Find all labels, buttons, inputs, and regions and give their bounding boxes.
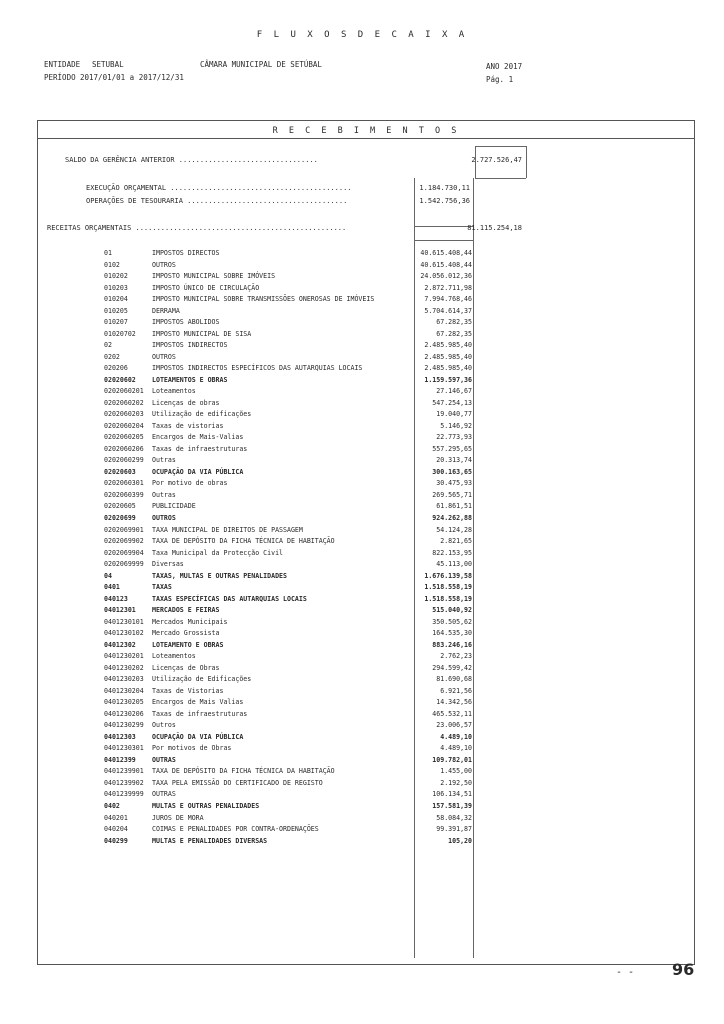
row-amount: 2.762,23 [440,652,472,661]
row-description: TAXA DE DEPÓSITO DA FICHA TÉCNICA DA HABITAÇÃO [152,767,335,776]
row-description: TAXA MUNICIPAL DE DIREITOS DE PASSAGEM [152,525,303,534]
page-number: 96 [672,960,695,979]
table-row [0,814,724,825]
row-amount: 19.040,77 [436,410,472,419]
table-row [0,422,724,433]
row-code: 0401230201 [104,652,144,661]
row-description: Loteamentos [152,652,196,661]
entidade-label: ENTIDADE [44,60,81,69]
row-code: 02 [104,341,112,350]
row-code: 0202060205 [104,433,144,442]
row-code: 040204 [104,825,128,833]
row-description: TAXA PELA EMISSÃO DO CERTIFICADO DE REGISTO [152,778,323,787]
row-description: MERCADOS E FEIRAS [152,606,220,615]
receitas-label: RECEITAS ORÇAMENTAIS .................................................. [47,224,347,232]
table-row [0,249,724,260]
table-row [0,526,724,537]
row-amount: 40.615.408,44 [420,260,472,269]
column-divider [475,146,526,147]
column-divider [475,178,526,179]
column-divider [414,240,473,241]
row-description: Loteamentos [152,387,196,396]
row-code: 040299 [104,836,128,845]
row-code: 04012302 [104,640,136,649]
table-row [0,779,724,790]
row-description: IMPOSTO ÚNICO DE CIRCULAÇÃO [152,283,260,292]
row-amount: 557.295,65 [432,444,472,453]
row-description: Mercados Municipais [152,617,228,626]
row-description: MULTAS E OUTRAS PENALIDADES [152,802,260,810]
table-row [0,595,724,606]
row-description: Licenças de Obras [152,663,220,672]
row-description: LOTEAMENTO E OBRAS [152,640,224,649]
row-description: Encargos de Mais-Valias [152,433,244,442]
row-code: 0102 [104,260,120,269]
table-row [0,664,724,675]
row-description: IMPOSTOS ABOLIDOS [152,318,220,327]
table-row [0,272,724,283]
table-row [0,710,724,721]
row-amount: 924.262,88 [432,514,472,522]
row-code: 0202060301 [104,479,144,488]
row-description: Utilização de Edificações [152,675,252,684]
row-amount: 81.690,68 [436,675,472,684]
page-label: Pág. 1 [486,75,514,84]
table-row [0,744,724,755]
row-description: OUTROS [152,260,176,269]
operacoes-value: 1.542.756,36 [419,197,470,205]
row-code: 0202069902 [104,537,144,545]
table-row [0,353,724,364]
table-row [0,675,724,686]
row-code: 0401230206 [104,709,144,718]
table-row [0,364,724,375]
table-row [0,583,724,594]
row-description: OUTRAS [152,755,176,764]
row-description: Taxas de Vistorias [152,686,224,695]
saldo-value: 2.727.526,47 [471,156,522,164]
table-row [0,733,724,744]
row-amount: 2.872.711,98 [424,283,472,292]
table-row [0,514,724,525]
row-code: 010204 [104,295,128,304]
row-description: OCUPAÇÃO DA VIA PÚBLICA [152,732,244,741]
row-description: IMPOSTOS INDIRECTOS ESPECÍFICOS DAS AUTARQUIAS LOCAIS [152,364,363,373]
row-description: Encargos de Mais Valias [152,698,244,707]
saldo-label: SALDO DA GERÊNCIA ANTERIOR ................................. [65,156,318,164]
row-amount: 54.124,28 [436,525,472,534]
table-row [0,399,724,410]
table-row [0,560,724,571]
row-description: Taxas de infraestruturas [152,709,248,718]
table-row [0,698,724,709]
row-description: OCUPAÇÃO DA VIA PÚBLICA [152,467,244,476]
table-row [0,652,724,663]
row-code: 04 [104,571,112,580]
row-code: 040201 [104,813,128,822]
row-description: Outras [152,456,176,465]
table-row [0,491,724,502]
table-row [0,537,724,548]
table-row [0,456,724,467]
row-amount: 547.254,13 [432,398,472,407]
table-row [0,687,724,698]
row-code: 0202060203 [104,410,144,419]
document-title: F L U X O S D E C A I X A [256,30,468,40]
table-row [0,376,724,387]
table-row [0,629,724,640]
row-amount: 24.056.012,36 [420,272,472,280]
row-description: Licenças de obras [152,398,220,407]
row-amount: 300.163,65 [432,467,472,476]
row-amount: 27.146,67 [436,387,472,396]
row-code: 02020605 [104,502,136,511]
row-amount: 45.113,00 [436,560,472,568]
row-code: 0202060399 [104,490,144,499]
row-description: DERRAMA [152,306,180,315]
section-title: R E C E B I M E N T O S [272,126,460,136]
row-code: 0401239901 [104,767,144,776]
row-amount: 294.599,42 [432,663,472,672]
row-amount: 67.282,35 [436,318,472,327]
row-code: 010205 [104,306,128,315]
table-row [0,606,724,617]
row-description: LOTEAMENTOS E OBRAS [152,375,228,384]
row-amount: 105,20 [448,836,472,845]
table-row [0,307,724,318]
execucao-label: EXECUÇÃO ORÇAMENTAL ........................................... [86,184,352,192]
row-amount: 22.773,93 [436,433,472,442]
row-description: IMPOSTO MUNICIPAL SOBRE TRANSMISSÕES ONEROSAS DE IMÓVEIS [152,295,375,304]
row-description: IMPOSTO MUNICIPAL DE SISA [152,329,252,338]
row-description: Taxas de infraestruturas [152,444,248,453]
table-row [0,502,724,513]
row-description: TAXAS ESPECÍFICAS DAS AUTARQUIAS LOCAIS [152,594,307,603]
row-description: TAXAS, MULTAS E OUTRAS PENALIDADES [152,571,287,580]
row-description: TAXA DE DEPÓSITO DA FICHA TÉCNICA DE HABITAÇÃO [152,537,335,545]
row-description: TAXAS [152,583,172,592]
table-row [0,790,724,801]
row-code: 0202060202 [104,398,144,407]
row-code: 0401230202 [104,663,144,672]
row-code: 0202060206 [104,444,144,453]
receitas-value: 81.115.254,18 [467,224,522,232]
execucao-value: 1.184.730,11 [419,184,470,192]
row-code: 0401239902 [104,778,144,787]
year: ANO 2017 [486,62,523,71]
row-code: 0401230204 [104,686,144,695]
row-description: MULTAS E PENALIDADES DIVERSAS [152,836,268,845]
periodo-value: 2017/01/01 a 2017/12/31 [80,73,184,82]
row-code: 0401230301 [104,744,144,753]
row-amount: 350.505,62 [432,617,472,626]
row-amount: 2.485.985,40 [424,352,472,361]
row-amount: 6.921,56 [440,686,472,695]
row-amount: 515.040,92 [432,606,472,615]
row-amount: 4.489,10 [440,732,472,741]
row-code: 01020702 [104,329,136,338]
row-amount: 99.391,87 [436,825,472,833]
row-amount: 14.342,56 [436,698,472,707]
table-row [0,825,724,836]
row-amount: 5.704.614,37 [424,306,472,315]
row-amount: 67.282,35 [436,329,472,338]
row-amount: 1.455,00 [440,767,472,776]
row-code: 0202060299 [104,456,144,465]
row-code: 02020602 [104,375,136,384]
row-code: 0202069904 [104,548,144,557]
row-code: 0401230205 [104,698,144,707]
row-amount: 4.489,10 [440,744,472,753]
row-code: 0202 [104,352,120,361]
row-description: OUTROS [152,352,176,361]
row-amount: 2.485.985,40 [424,364,472,373]
operacoes-label: OPERAÇÕES DE TESOURARIA ...................................... [86,197,348,205]
row-amount: 58.084,32 [436,813,472,822]
row-description: Por motivos de Obras [152,744,232,753]
table-row [0,261,724,272]
row-code: 0401230299 [104,721,144,730]
table-row [0,284,724,295]
row-code: 0202060204 [104,421,144,430]
entidade-value: SETUBAL [92,60,124,69]
row-description: IMPOSTOS DIRECTOS [152,249,220,257]
margin-mark: - - [616,967,635,978]
row-code: 02020603 [104,467,136,476]
row-amount: 5.146,92 [440,421,472,430]
row-amount: 2.821,65 [440,537,472,545]
row-description: PUBLICIDADE [152,502,196,511]
row-description: OUTROS [152,514,176,522]
row-amount: 61.861,51 [436,502,472,511]
row-code: 04012303 [104,732,136,741]
column-divider [526,146,527,178]
table-row [0,341,724,352]
table-row [0,318,724,329]
table-row [0,468,724,479]
section-divider [37,138,695,139]
column-divider [414,226,473,227]
table-row [0,767,724,778]
table-row [0,641,724,652]
row-amount: 822.153,95 [432,548,472,557]
row-code: 0202069901 [104,525,144,534]
row-code: 0202060201 [104,387,144,396]
row-description: Utilização de edificações [152,410,252,419]
row-amount: 2.485.985,40 [424,341,472,350]
row-amount: 30.475,93 [436,479,472,488]
row-code: 010203 [104,283,128,292]
table-row [0,387,724,398]
row-code: 0401230102 [104,629,144,638]
row-amount: 269.565,71 [432,490,472,499]
row-code: 010202 [104,272,128,280]
row-description: IMPOSTOS INDIRECTOS [152,341,228,350]
table-row [0,295,724,306]
row-amount: 40.615.408,44 [420,249,472,257]
row-description: Outros [152,721,176,730]
row-amount: 2.192,50 [440,778,472,787]
row-amount: 465.532,11 [432,709,472,718]
table-row [0,721,724,732]
table-row [0,410,724,421]
periodo-label: PERÍODO [44,73,76,82]
table-row [0,433,724,444]
table-row [0,837,724,848]
row-amount: 23.006,57 [436,721,472,730]
row-code: 0402 [104,802,120,810]
row-amount: 1.159.597,36 [424,375,472,384]
row-description: IMPOSTO MUNICIPAL SOBRE IMÓVEIS [152,272,276,280]
row-description: Taxas de vistorias [152,421,224,430]
row-description: Taxa Municipal da Protecção Civil [152,548,284,557]
row-amount: 164.535,30 [432,629,472,638]
row-code: 010207 [104,318,128,327]
row-amount: 1.518.558,19 [424,594,472,603]
row-amount: 106.134,51 [432,790,472,799]
row-description: OUTRAS [152,790,176,799]
table-row [0,802,724,813]
table-row [0,479,724,490]
row-code: 040123 [104,594,128,603]
entity-name: CÂMARA MUNICIPAL DE SETÚBAL [200,60,322,69]
row-code: 020206 [104,364,128,373]
row-code: 0401239999 [104,790,144,799]
row-code: 02020699 [104,514,136,522]
table-row [0,445,724,456]
table-row [0,330,724,341]
row-code: 01 [104,249,112,257]
row-amount: 109.782,01 [432,755,472,764]
row-amount: 157.581,39 [432,802,472,810]
row-description: Por motivo de obras [152,479,228,488]
row-description: Diversas [152,560,184,568]
row-code: 0401230203 [104,675,144,684]
row-description: COIMAS E PENALIDADES POR CONTRA-ORDENAÇÕES [152,825,319,833]
row-amount: 883.246,16 [432,640,472,649]
row-amount: 20.313,74 [436,456,472,465]
row-code: 04012301 [104,606,136,615]
table-row [0,572,724,583]
row-code: 04012399 [104,755,136,764]
table-row [0,549,724,560]
row-code: 0401 [104,583,120,592]
row-description: Outras [152,490,176,499]
row-amount: 1.518.558,19 [424,583,472,592]
table-row [0,756,724,767]
row-amount: 7.994.768,46 [424,295,472,304]
row-description: JUROS DE MORA [152,813,204,822]
row-amount: 1.676.139,58 [424,571,472,580]
table-row [0,618,724,629]
row-code: 0202069999 [104,560,144,568]
row-description: Mercado Grossista [152,629,220,638]
row-code: 0401230101 [104,617,144,626]
